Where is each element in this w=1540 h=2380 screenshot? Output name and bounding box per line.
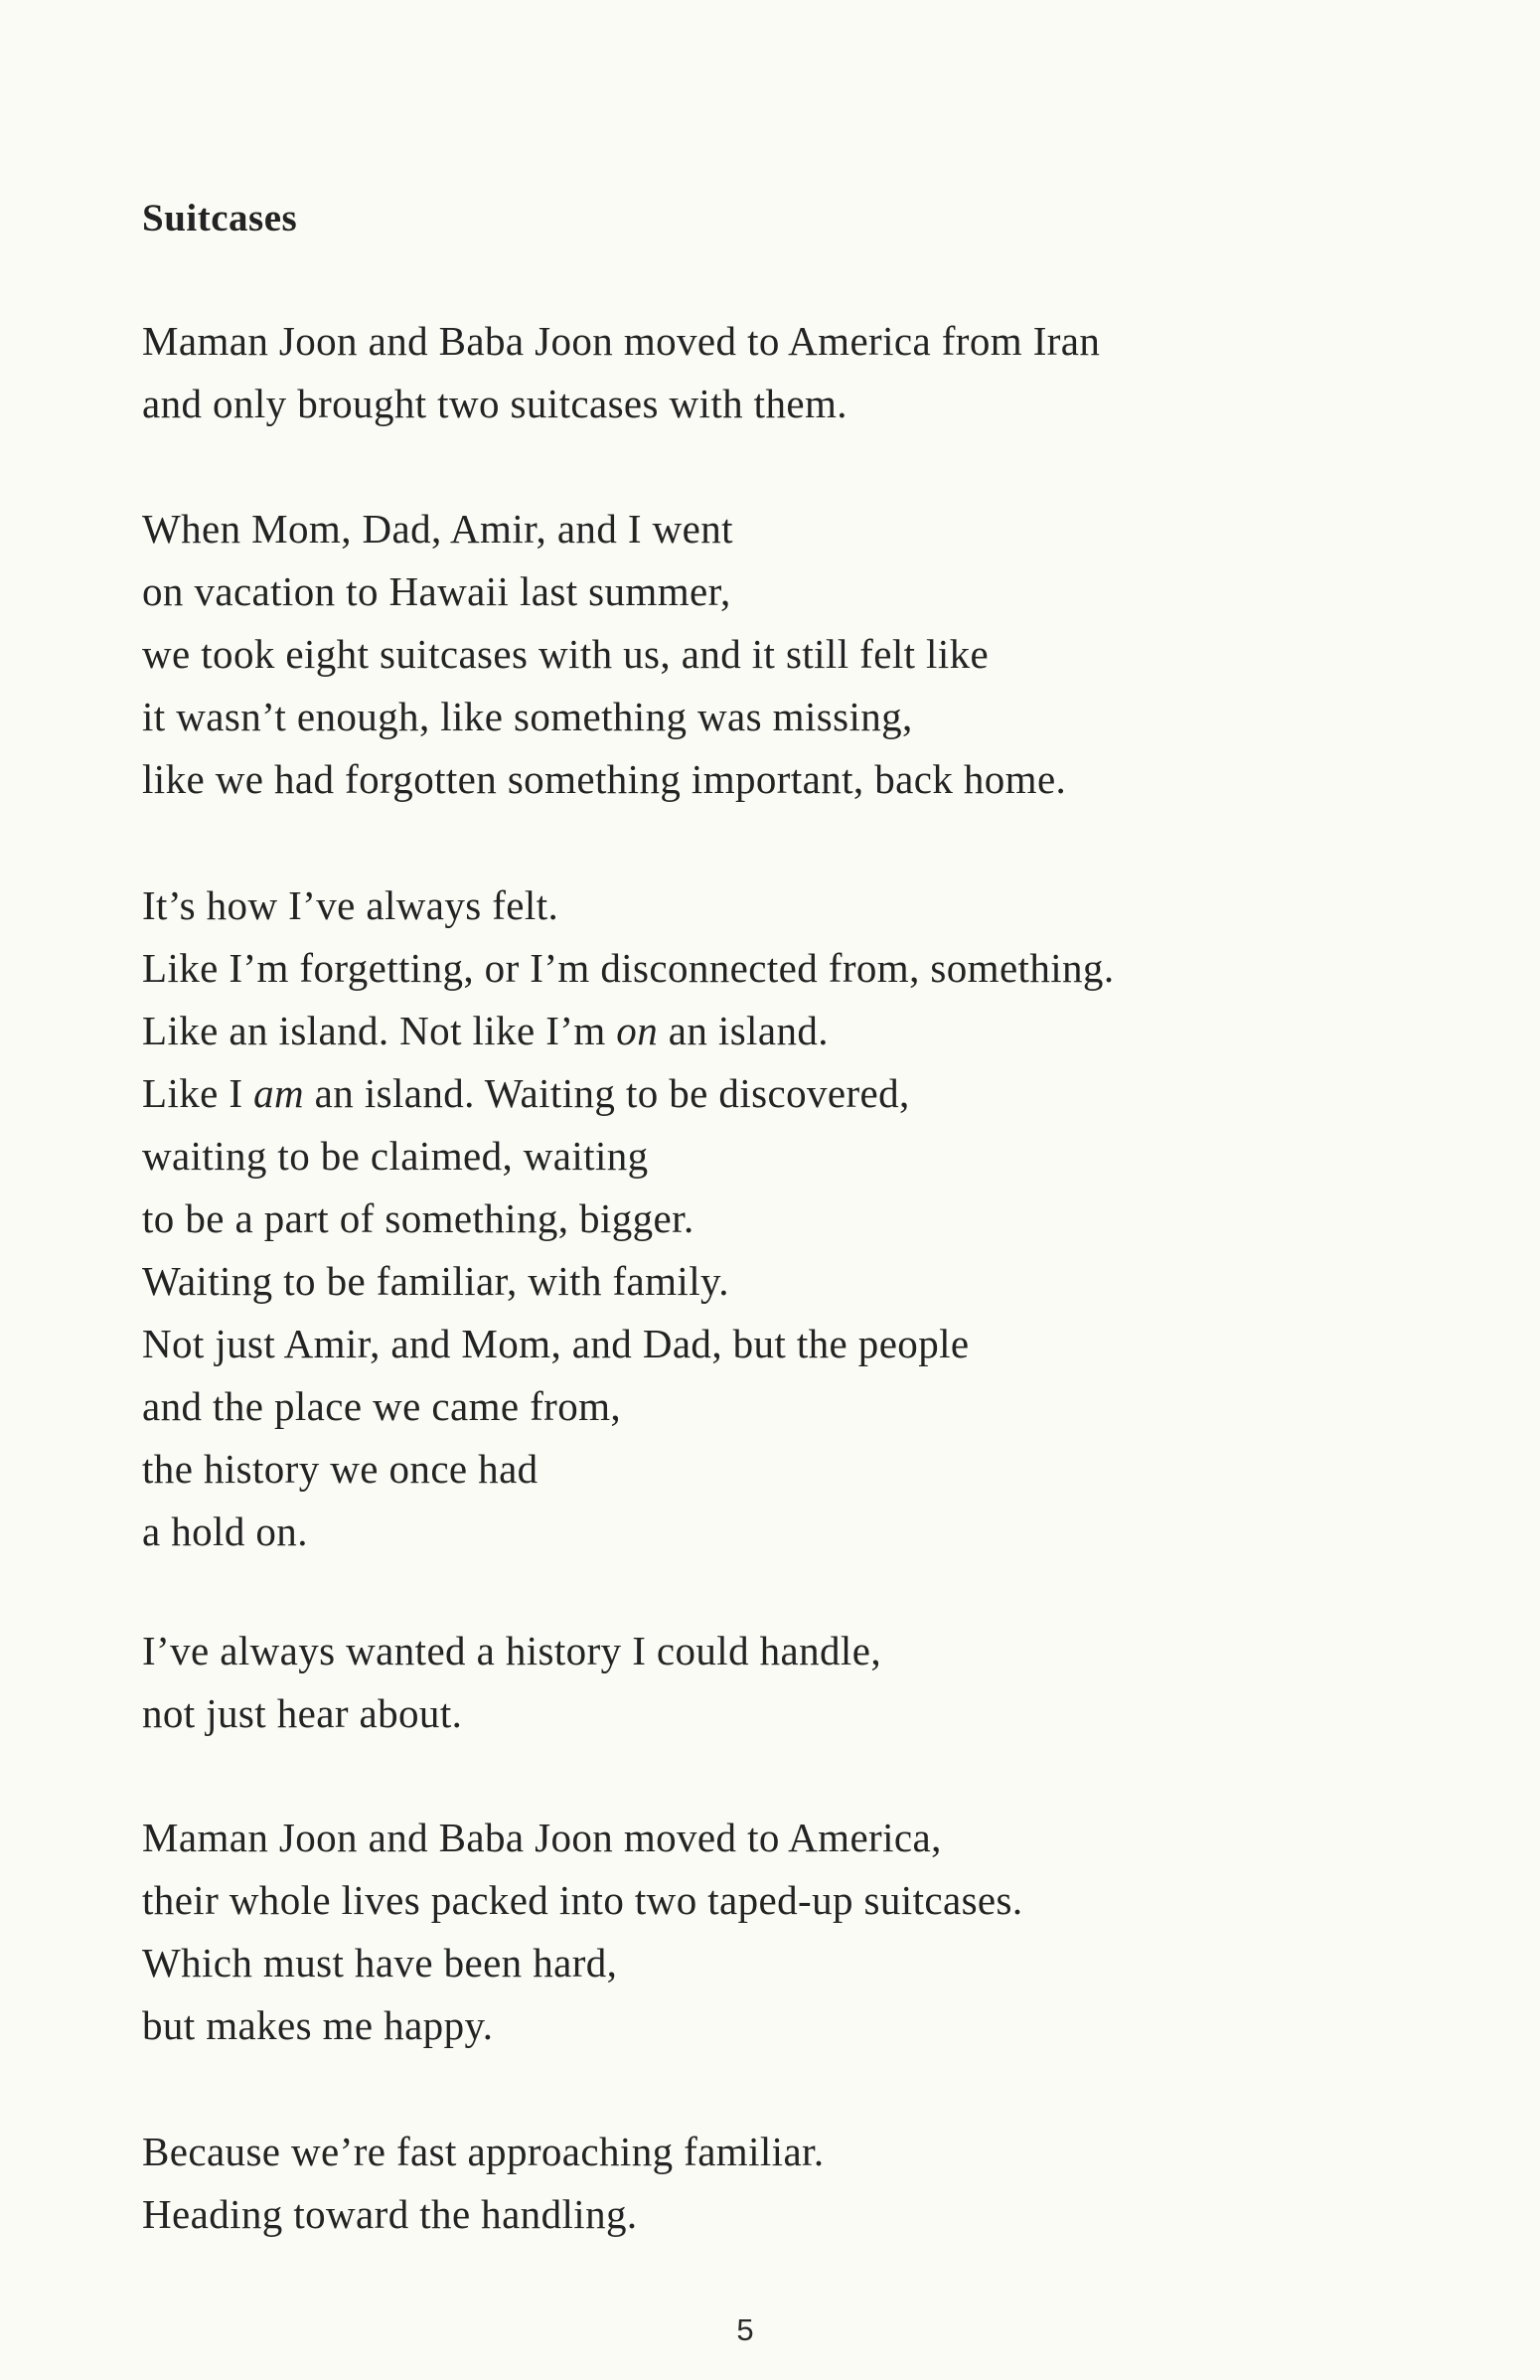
poem-title: Suitcases (142, 197, 298, 239)
stanza-6 (142, 2121, 825, 2246)
poem-line: a hold on. (142, 1508, 308, 1554)
poem-line: but makes me happy. (142, 2002, 494, 2048)
poem-line: Because we’re fast approaching familiar. (142, 2129, 825, 2174)
poem-line: their whole lives packed into two taped-up suitcases. (142, 1877, 1023, 1923)
poem-line: I’ve always wanted a history I could handle, (142, 1628, 881, 1673)
line-segment: an island. Waiting to be discovered, (304, 1070, 910, 1116)
poem-line: It’s how I’ve always felt. (142, 882, 559, 928)
stanza-1 (142, 310, 1100, 435)
poem-line: and the place we came from, (142, 1383, 622, 1429)
poem-line: Which must have been hard, (142, 1940, 618, 1985)
line-segment: Like an island. Not like I’m (142, 1008, 617, 1053)
poem-line: like we had forgotten something important, back home. (142, 756, 1067, 802)
poem-line: not just hear about. (142, 1690, 463, 1736)
poem-line: When Mom, Dad, Amir, and I went (142, 506, 733, 552)
poem-line: Maman Joon and Baba Joon moved to America from Iran (142, 318, 1101, 364)
poem-line: waiting to be claimed, waiting (142, 1133, 649, 1179)
poem-line: and only brought two suitcases with them. (142, 381, 847, 426)
italic-word: on (616, 1008, 659, 1053)
poem-line: Waiting to be familiar, with family. (142, 1258, 729, 1304)
poem-line: the history we once had (142, 1446, 539, 1492)
poem-line: to be a part of something, bigger. (142, 1195, 694, 1241)
italic-word: am (253, 1070, 305, 1116)
stanza-2 (142, 498, 1066, 811)
poem-line: we took eight suitcases with us, and it still felt like (142, 631, 990, 677)
line-segment: Like I (142, 1070, 254, 1116)
stanza-4 (142, 1620, 881, 1745)
poem-line (142, 1000, 1114, 1062)
stanza-3 (142, 874, 1114, 1563)
poem-line: Like I’m forgetting, or I’m disconnected from, something. (142, 945, 1115, 991)
poem-line: on vacation to Hawaii last summer, (142, 568, 731, 614)
line-segment: an island. (658, 1008, 829, 1053)
poem-line (142, 1062, 1114, 1125)
poem-line: Maman Joon and Baba Joon moved to America, (142, 1815, 942, 1860)
poem-line: it wasn’t enough, like something was missing, (142, 694, 913, 739)
poem-line: Not just Amir, and Mom, and Dad, but the people (142, 1321, 970, 1366)
page-number: 5 (736, 2312, 754, 2347)
stanza-5 (142, 1807, 1023, 2057)
poem-line: Heading toward the handling. (142, 2191, 638, 2237)
